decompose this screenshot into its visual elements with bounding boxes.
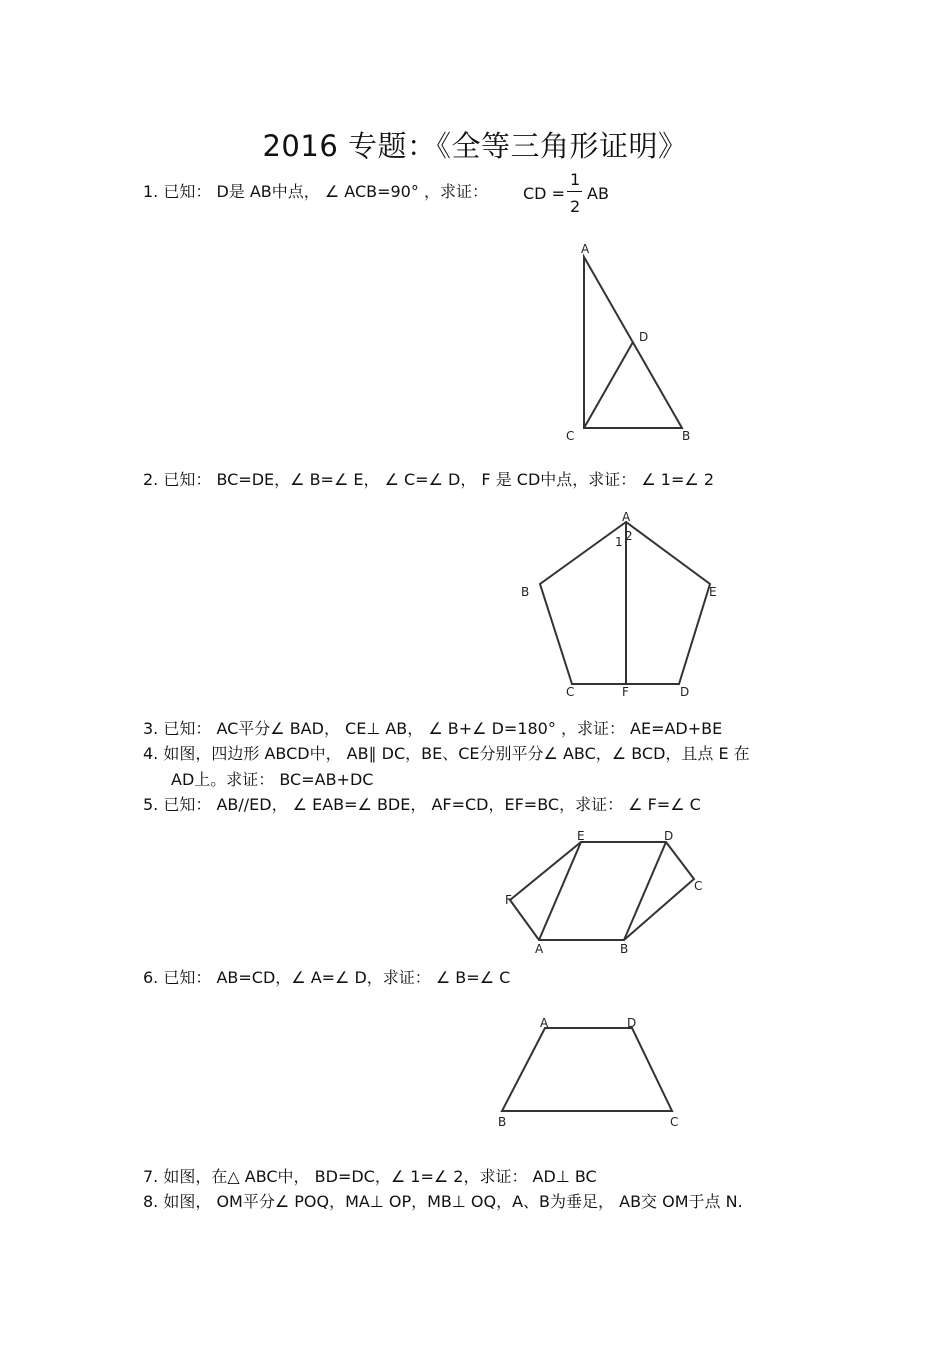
label-a: A (540, 1016, 549, 1030)
label-a: A (535, 942, 544, 956)
label-c: C (670, 1115, 679, 1129)
formula-lhs: CD = (523, 184, 565, 203)
problem-3: 3. 已知： AC平分∠ BAD， CE⊥ AB， ∠ B+∠ D=180° ，求证： AE=AD+BE (143, 719, 723, 738)
trapezoid-abcd (502, 1028, 672, 1111)
label-d: D (639, 330, 649, 344)
problem-2: 2. 已知： BC=DE，∠ B=∠ E， ∠ C=∠ D， F 是 CD中点，求证： ∠ 1=∠ 2 (143, 470, 715, 489)
label-c: C (566, 685, 575, 699)
label-e: E (577, 829, 585, 843)
label-b: B (498, 1115, 507, 1129)
problem-5: 5. 已知： AB//ED， ∠ EAB=∠ BDE， AF=CD，EF=BC，求证： ∠ F=∠ C (143, 795, 701, 814)
formula-denominator: 2 (570, 197, 581, 216)
label-b: B (682, 429, 691, 443)
page-title: 2016 专题：《全等三角形证明》 (262, 129, 688, 163)
outline-efabcd (510, 842, 694, 940)
label-b: B (521, 585, 530, 599)
problem-4-cont: AD上。求证： BC=AB+DC (171, 770, 374, 789)
label-a: A (581, 242, 590, 256)
segment-db (624, 842, 666, 940)
label-d: D (680, 685, 690, 699)
label-f: F (505, 893, 512, 907)
label-c: C (566, 429, 575, 443)
label-angle-2: 2 (625, 529, 633, 543)
label-a: A (622, 510, 631, 524)
problem-4: 4. 如图，四边形 ABCD中， AB∥ DC，BE、CE分别平分∠ ABC，∠ BCD，且点 E 在 (143, 744, 750, 763)
segment-cd (584, 342, 633, 428)
problem-1: 1. 已知： D是 AB中点， ∠ ACB=90° ，求证： (143, 182, 488, 201)
label-d: D (664, 829, 674, 843)
figure-1-right-triangle (566, 242, 690, 443)
label-e: E (709, 585, 717, 599)
formula-numerator: 1 (570, 170, 581, 189)
figure-5-hexagon (505, 829, 702, 956)
segment-ea (539, 842, 581, 940)
label-b: B (620, 942, 629, 956)
label-angle-1: 1 (615, 535, 623, 549)
label-f: F (622, 685, 629, 699)
problem-8: 8. 如图， OM平分∠ POQ，MA⊥ OP，MB⊥ OQ，A、B为垂足， AB交 OM于点 N. (143, 1192, 743, 1211)
problem-6: 6. 已知： AB=CD，∠ A=∠ D，求证： ∠ B=∠ C (143, 968, 511, 987)
label-c: C (694, 879, 703, 893)
label-d: D (627, 1016, 637, 1030)
problem-7: 7. 如图，在△ ABC中， BD=DC，∠ 1=∠ 2，求证： AD⊥ BC (143, 1167, 597, 1186)
figure-6-trapezoid (498, 1016, 678, 1129)
formula-rhs: AB (587, 184, 609, 203)
figure-2-pentagon (521, 510, 717, 699)
